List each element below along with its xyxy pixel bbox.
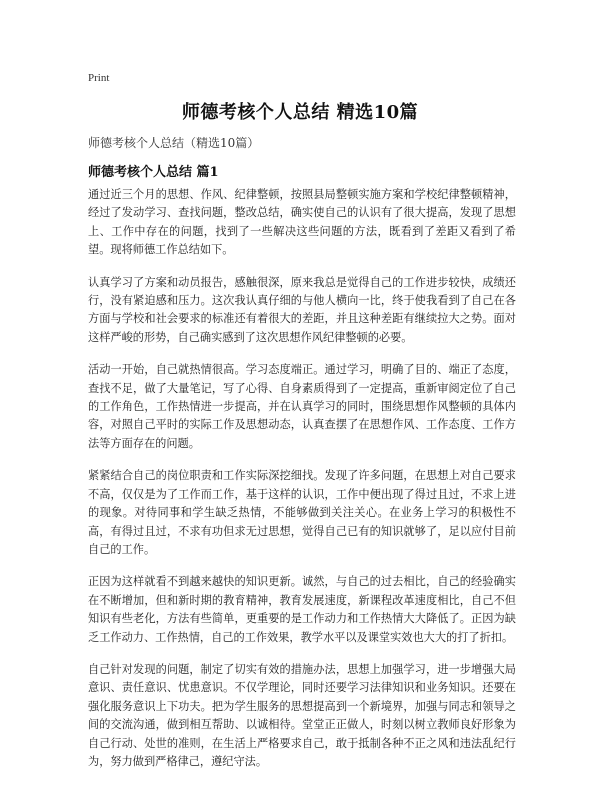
paragraph-3: 活动一开始，自己就热情很高。学习态度端正。通过学习，明确了目的、端正了态度，查找不足，做了大量笔记，写了心得、自身素质得到了一定提高，重新审阅定位了自己的工作角色，工作热情进一步提高，并在认真学习的同时，围绕思想作风整顿的具体内容，对照自己平时的实际工作及思想动态，认真查摆了在思想作风、工作态度、工作方法等方面存在的问题。 <box>88 363 516 450</box>
paragraph-1: 通过近三个月的思想、作风、纪律整顿，按照县局整顿实施方案和学校纪律整顿精神，经过了发动学习、查找问题，整改总结，确实使自己的认识有了很大提高，发现了思想上、工作中存在的问题，找到了一些解决这些问题的方法，既看到了差距又看到了希望。现将师德工作总结如下。 <box>88 188 516 257</box>
document-body <box>88 186 516 785</box>
document-subtitle: 师德考核个人总结（精选10篇） <box>88 136 260 150</box>
section-heading: 师德考核个人总结 篇1 <box>88 165 219 180</box>
paragraph-6: 自己针对发现的问题，制定了切实有效的措施办法，思想上加强学习，进一步增强大局意识、责任意识、忧患意识。不仅学理论，同时还要学习法律知识和业务知识。还要在强化服务意识上下功夫。把为学生服务的思想提高到一个新境界，加强与同志和领导之间的交流沟通，做到相互帮助、以诚相待。堂堂正正做人，时刻以树立教师良好形象为自己行动、处世的准则，在生活上严格要求自己，敢于抵制各种不正之风和违法乱纪行为，努力做到严格律己，遵纪守法。 <box>88 662 516 768</box>
paragraph-2: 认真学习了方案和动员报告，感触很深，原来我总是觉得自己的工作进步较快，成绩还行，没有紧迫感和压力。这次我认真仔细的与他人横向一比，终于使我看到了自己在各方面与学校和社会要求的标准还有着很大的差距，并且这种差距有继续拉大之势。面对这样严峻的形势，自己确实感到了这次思想作风纪律整顿的必要。 <box>88 275 516 344</box>
paragraph-4: 紧紧结合自己的岗位职责和工作实际深挖细找。发现了许多问题，在思想上对自己要求不高，仅仅是为了工作而工作，基于这样的认识，工作中便出现了得过且过，不求上进的现象。对待同事和学生缺乏热情，不能够做到关注关心。在业务上学习的积极性不高，有得过且过，不求有功但求无过思想，觉得自己已有的知识就够了，足以应付目前自己的工作。 <box>88 469 516 556</box>
print-label[interactable]: Print <box>88 72 110 84</box>
paragraph-5: 正因为这样就看不到越来越快的知识更新。诚然，与自己的过去相比，自己的经验确实在不断增加，但和新时期的教育精神，教育发展速度，新课程改革速度相比，自己不但知识有些老化，方法有些简单，更重要的是工作动力和工作热情大大降低了。正因为缺乏工作动力、工作热情，自己的工作效果，教学水平以及课堂实效也大大的打了折扣。 <box>88 575 516 644</box>
page-title: 师德考核个人总结 精选10篇 <box>181 102 419 123</box>
